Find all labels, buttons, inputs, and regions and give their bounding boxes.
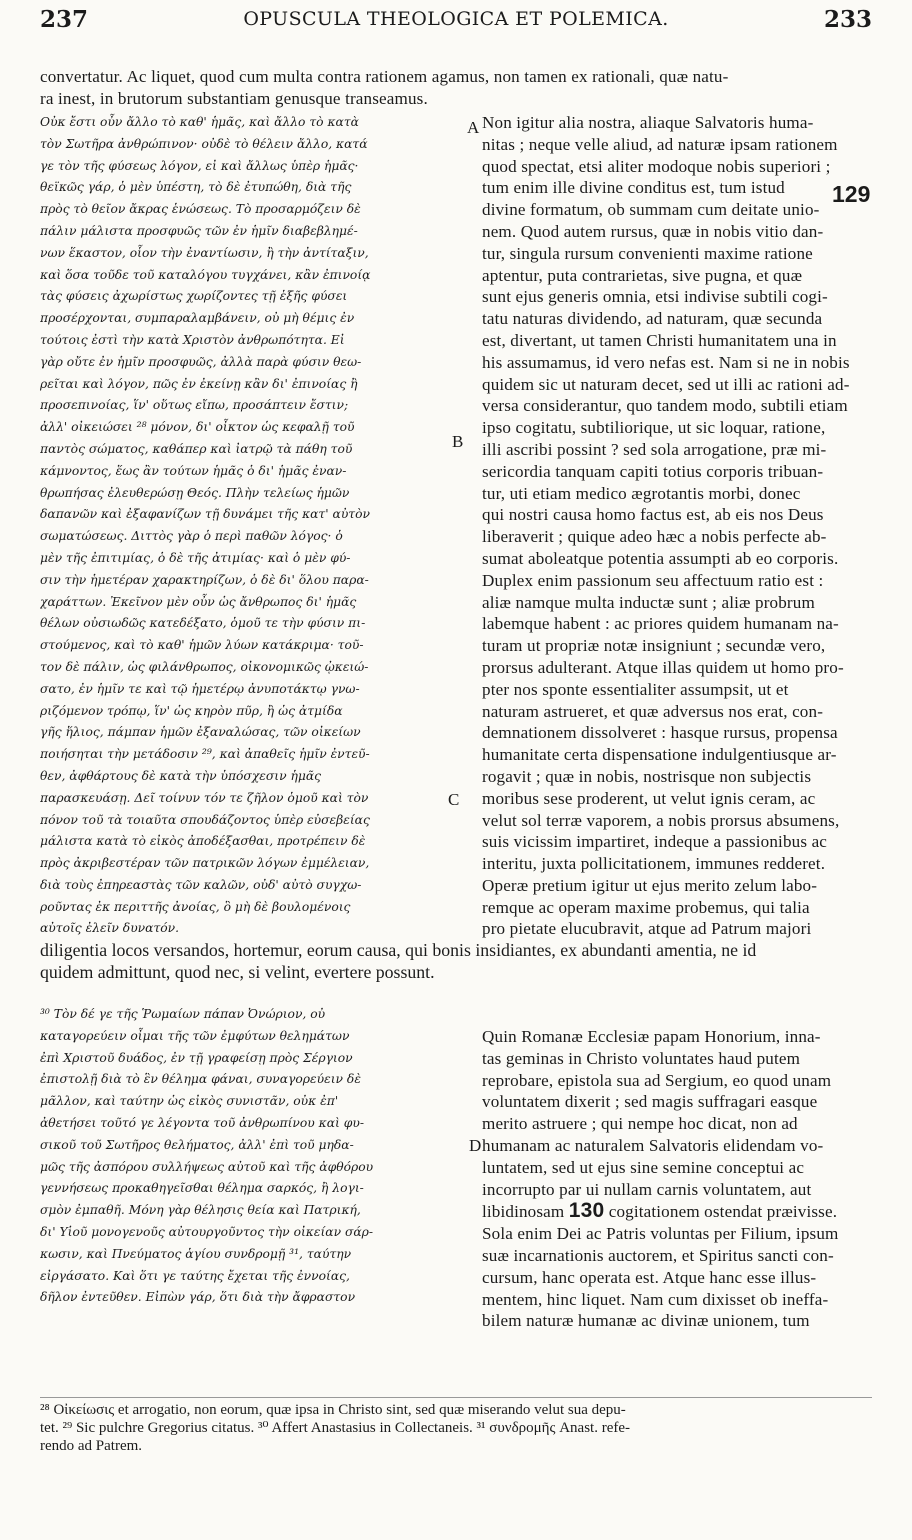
- text-line: πρὸς ἀκριβεστέραν τῶν πατρικῶν λόγων ἐμμέλειαν,: [40, 856, 370, 871]
- text-line: pter nos sponte essentialiter assumpsit, ut et: [482, 679, 789, 699]
- column-number-129: 129: [832, 181, 871, 207]
- text-line: δι' Υἱοῦ μονογενοῦς αὐτουργοῦντος τὴν οἰκείαν σάρ-: [40, 1224, 374, 1239]
- text-line: γεννήσεως προκαθηγεῖσθαι θέλημα σαρκός, ἢ λογι-: [40, 1181, 364, 1196]
- text-line: Οὐκ ἔστι οὖν ἄλλο τὸ καθ' ἡμᾶς, καὶ ἄλλο τὸ κατὰ: [40, 115, 359, 129]
- text-line: ipso cogitatu, subtiliorique, ut sic loquar, ratione,: [482, 418, 826, 438]
- margin-letter-d: D: [469, 1136, 482, 1155]
- text-line: ποιήσηται τὴν μετάδοσιν ²⁹, καὶ ἀπαθεῖς ἡμῖν ἐντεῦ-: [40, 747, 370, 762]
- text-line: nem. Quod autem rursus, quæ in nobis vitio dan-: [482, 221, 824, 241]
- text-line: humanam ac naturalem Salvatoris elidendam vo-: [482, 1135, 824, 1155]
- text-line: παρασκευάσῃ. Δεῖ τοίνυν τόν τε ζῆλον ὁμοῦ καὶ τὸν: [40, 790, 369, 805]
- text-line: τον δὲ πάλιν, ὡς φιλάνθρωπος, οἰκονομικῶς ᾠκειώ-: [40, 659, 369, 674]
- footnote-line: rendo ad Patrem.: [40, 1438, 143, 1454]
- text-line: libidinosam 130 cogitationem ostendat præivisse.: [482, 1200, 838, 1223]
- text-line: θρωπήσας ἐλευθερώσῃ Θεός. Πλὴν τελείως ἡμῶν: [40, 485, 350, 500]
- text-line: πρὸς τὸ θεῖον ἄκρας ἑνώσεως. Τὸ προσαρμόζειν δὲ: [40, 202, 361, 217]
- text-line: προσέρχονται, συμπαραλαμβάνειν, οὐ μὴ θέμις ἐν: [40, 311, 355, 326]
- text-line: liberaverit ; quique adeo hæc a nobis perfecte ab-: [482, 527, 827, 547]
- text-line: merito astruere ; qui nempe hoc dicat, non ad: [482, 1114, 798, 1134]
- text-line: nitas ; neque velle aliud, ad naturæ ipsam rationem: [482, 134, 838, 154]
- page-number-right: 233: [823, 6, 872, 33]
- text-line: Quin Romanæ Ecclesiæ papam Honorium, inna-: [482, 1027, 821, 1046]
- margin-letter-c: C: [448, 790, 460, 809]
- text-line: sunt ejus generis omnia, etsi indivise subtili cogi-: [482, 287, 828, 307]
- text-line: ἐπιστολῇ διὰ τὸ ἓν θέλημα φάναι, συναγορεύειν δὲ: [40, 1072, 361, 1087]
- text-line: bilem naturæ humanæ ac divinæ unionem, tum: [482, 1311, 810, 1331]
- text-line: Sola enim Dei ac Patris voluntas per Filium, ipsum: [482, 1224, 839, 1244]
- text-line: turam ut propriæ notæ insigniunt ; secundæ vero,: [482, 636, 826, 656]
- text-line: ἀλλ' οἰκειώσει ²⁸ μόνον, δι' οἶκτον ὡς κεφαλῇ τοῦ: [40, 420, 355, 435]
- latin-full-width-text: [40, 940, 872, 984]
- text-line: tas geminas in Christo voluntates haud putem: [482, 1048, 801, 1068]
- text-line: voluntatem dixerit ; sed magis suffragari easque: [482, 1092, 818, 1112]
- greek-column-b: [40, 1004, 464, 1309]
- footnote-rule: [40, 1397, 872, 1398]
- text-line: σικοῦ τοῦ Σωτῆρος θελήματος, ἀλλ' ἐπὶ τοῦ μηδα-: [40, 1137, 354, 1152]
- text-line: διὰ τοὺς ἐπηρεαστὰς τῶν καλῶν, οὐδ' αὐτὸ συγχω-: [40, 877, 362, 892]
- text-line: sericordia tanquam capiti totius corporis tribuan-: [482, 461, 824, 481]
- text-line: his assumamus, id vero nefas est. Nam si ne in nobis: [482, 352, 850, 372]
- text-line: tum enim ille divine conditus est, tum istud: [482, 178, 785, 198]
- footnote-line: ²⁸ Οἰκείωσις et arrogatio, non eorum, quæ ipsa in Christo sint, sed quæ miserando velut sua depu-: [40, 1402, 626, 1418]
- text-line: incorrupto par ui nullam carnis voluntatem, aut: [482, 1179, 812, 1199]
- text-line: tur, uti etiam medico ægrotantis morbi, donec: [482, 483, 801, 503]
- text-line: rogavit ; quæ in nobis, nostrisque non subjectis: [482, 766, 812, 786]
- text-line: καὶ ὅσα τοῦδε τοῦ καταλόγου τυγχάνει, κἂν ἐπινοίᾳ: [40, 267, 371, 282]
- text-line: suæ incarnationis auctorem, et Spiritus sancti con-: [482, 1245, 834, 1265]
- text-line: moribus sese proderent, ut velut ignis ceram, ac: [482, 788, 816, 808]
- text-line: demnationem dissolveret : hasque rursus, propensa: [482, 723, 838, 743]
- top-latin-text: [40, 66, 872, 110]
- text-line: suis vicissim impartiret, indeque a passionibus ac: [482, 832, 828, 852]
- text-line: labemque habent : ac priores quidem humanam na-: [482, 614, 839, 634]
- text-line: ἀθετήσει τοῦτό γε λέγοντα τοῦ ἀνθρωπίνου καὶ φυ-: [40, 1115, 365, 1130]
- text-line: εἰργάσατο. Καὶ ὅτι γε ταύτης ἔχεται τῆς ἐννοίας,: [40, 1268, 350, 1283]
- text-line: tur, singula rursum convenienti maxime ratione: [482, 243, 813, 263]
- latin-column-a: [482, 112, 874, 940]
- page-number-left: 237: [40, 6, 89, 33]
- text-line: reprobare, epistola sua ad Sergium, eo quod unam: [482, 1070, 832, 1090]
- footnote-line: tet. ²⁹ Sic pulchre Gregorius citatus. ³⁰ Affert Anastasius in Collectaneis. ³¹ συνδρομῆς Anast. refe-: [40, 1420, 631, 1436]
- text-line: μᾶλλον, καὶ ταύτην ὡς εἰκὸς συνιστᾶν, οὐκ ἐπ': [40, 1094, 339, 1109]
- text-line: mentem, hinc liquet. Nam cum dixisset ob ineffa-: [482, 1289, 829, 1309]
- text-line: γε τὸν τῆς φύσεως λόγον, εἰ καὶ ἄλλως ὑπὲρ ἡμᾶς·: [40, 158, 359, 173]
- text-line: aliæ namque multa inductæ sunt ; aliæ probrum: [482, 592, 815, 612]
- text-line: ἐπὶ Χριστοῦ δυάδος, ἐν τῇ γραφείσῃ πρὸς Σέργιον: [40, 1050, 353, 1065]
- text-line: πόνον τοῦ τὰ τοιαῦτα σπουδάζοντος ὑπὲρ εὐσεβείας: [40, 812, 370, 827]
- text-line: γῆς ἥλιος, πάμπαν ἡμῶν ἐξαναλώσας, τῶν οἰκείων: [40, 725, 361, 740]
- text-line: interitu, juxta pollicitationem, immunes redderet.: [482, 854, 826, 874]
- latin-column-b: [482, 1026, 874, 1332]
- greek-column-a: [40, 112, 464, 940]
- text-line: Non igitur alia nostra, aliaque Salvatoris huma-: [482, 113, 814, 132]
- running-header: [40, 6, 872, 36]
- text-line: χαράττων. Ἐκεῖνον μὲν οὖν ὡς ἄνθρωπος δι' ἡμᾶς: [40, 594, 357, 609]
- text-line: cursum, hanc operata est. Atque hanc esse illus-: [482, 1267, 817, 1287]
- text-line: αὐτοῖς ἐλεῖν δυνατόν.: [40, 921, 180, 936]
- text-line: prorsus adulterant. Atque illas quidem ut homo pro-: [482, 657, 844, 677]
- text-line: quidem admittunt, quod nec, si velint, evertere possunt.: [40, 961, 435, 982]
- text-line: ³⁰ Τὸν δέ γε τῆς Ῥωμαίων πάπαν Ὀνώριον, οὐ: [40, 1007, 326, 1021]
- margin-letter-a: A: [467, 118, 480, 137]
- text-line: Duplex enim passionum seu affectuum ratio est :: [482, 570, 824, 590]
- text-line: naturam astrueret, et quæ adversus nos erat, con-: [482, 701, 824, 721]
- text-line: tatu naturas dividendo, ad naturam, quæ secunda: [482, 309, 823, 329]
- text-line: μῶς τῆς ἀσπόρου συλλήψεως αὐτοῦ καὶ τῆς ἀφθόρου: [40, 1159, 374, 1174]
- text-line: σμὸν ἐμπαθῆ. Μόνη γὰρ θέλησις θεία καὶ Πατρική,: [40, 1203, 361, 1218]
- text-line: remque ac operam maxime probemus, qui talia: [482, 897, 810, 917]
- text-line: μάλιστα κατὰ τὸ εἰκὸς ἀποδέξασθαι, προτρέπειν δὲ: [40, 834, 366, 849]
- text-line: δαπανῶν καὶ ἐξαφανίζων τῇ δυνάμει τῆς κατ' αὐτὸν: [40, 507, 370, 522]
- text-line: aptentur, puta contrarietas, sive pugna, et quæ: [482, 265, 803, 285]
- text-line: sumat aboleatque potentia assumpti ab eo corporis.: [482, 548, 839, 568]
- text-line: divine formatum, ob summam cum deitate unio-: [482, 200, 820, 220]
- text-line: νων ἕκαστον, οἷον τὴν ἐναντίωσιν, ἢ τὴν ἀντίταξιν,: [40, 245, 369, 260]
- text-line: κωσιν, καὶ Πνεύματος ἁγίου συνδρομῇ ³¹, ταύτην: [40, 1246, 352, 1261]
- text-line: pro pietate elucubravit, atque ad Patrum majori: [482, 919, 812, 939]
- text-line: θεϊκῶς γάρ, ὁ μὲν ὑπέστη, τὸ δὲ ἐτυπώθη, διὰ τῆς: [40, 180, 352, 195]
- text-line: κάμνοντος, ἕως ἂν τούτων ἡμᾶς ὁ δι' ἡμᾶς ἐναν-: [40, 463, 347, 478]
- text-line: est, divertant, ut tamen Christi humanitatem una in: [482, 330, 837, 350]
- text-line: ριζόμενον τρόπῳ, ἵν' ὡς κηρὸν πῦρ, ἢ ὡς ἀτμίδα: [40, 703, 343, 718]
- text-line: luntatem, sed ut ejus sine semine conceptui ac: [482, 1157, 805, 1177]
- text-line: ra inest, in brutorum substantiam genusque transeamus.: [40, 88, 428, 108]
- text-line: diligentia locos versandos, hortemur, eorum causa, qui bonis insidiantes, ex abundanti amentia, ne id: [40, 940, 757, 960]
- text-line: θέλων οὐσιωδῶς κατεδέξατο, ὁμοῦ τε τὴν φύσιν πι-: [40, 616, 366, 631]
- text-line: τούτοις ἐστὶ τὴν κατὰ Χριστὸν ἀνθρωπότητα. Εἰ: [40, 332, 345, 347]
- column-number-130: 130: [568, 1200, 605, 1223]
- text-line: σιν τὴν ἡμετέραν χαρακτηρίζων, ὁ δὲ δι' ὅλου παρα-: [40, 572, 369, 587]
- text-line: humanitate certa dispensatione indulgentiusque ar-: [482, 745, 837, 765]
- text-line: σατο, ἐν ἡμῖν τε καὶ τῷ ἡμετέρῳ ἀνυποτάκτῳ γνω-: [40, 681, 360, 696]
- text-line: σωματώσεως. Διττὸς γὰρ ὁ περὶ παθῶν λόγος· ὁ: [40, 529, 343, 544]
- text-line: δῆλον ἐντεῦθεν. Εἰπὼν γάρ, ὅτι διὰ τὴν ἄφραστον: [40, 1290, 356, 1305]
- text-line: προσεπινοίας, ἵν' οὕτως εἴπω, προσάπτειν ἔστιν;: [40, 398, 349, 413]
- text-line: παντὸς σώματος, καθάπερ καὶ ἰατρῷ τὰ πάθη τοῦ: [40, 441, 353, 456]
- text-line: versa considerantur, quo tandem modo, subtili etiam: [482, 396, 848, 416]
- text-line: ρεῖται καὶ λόγον, πῶς ἐν ἐκείνῃ κἂν δι' ἐπινοίας ἢ: [40, 376, 358, 391]
- text-line: τὰς φύσεις ἀχωρίστως χωρίζοντες τῇ ἑξῆς φύσει: [40, 289, 348, 304]
- text-line: τὸν Σωτῆρα ἀνθρώπινον· οὐδὲ τὸ θέλειν ἄλλο, κατά: [40, 136, 368, 151]
- text-line: illi ascribi possint ? sed sola arrogatione, præ mi-: [482, 439, 827, 459]
- text-line: στούμενος, καὶ τὸ καθ' ἡμῶν λύων κατάκριμα· τοῦ-: [40, 638, 364, 653]
- text-line: θεν, ἀφθάρτους δὲ κατὰ τὴν ὑπόσχεσιν ἡμᾶς: [40, 768, 322, 783]
- running-title: OPUSCULA THEOLOGICA ET POLEMICA.: [243, 8, 669, 30]
- margin-letter-b: B: [452, 432, 464, 451]
- text-line: καταγορεύειν οἶμαι τῆς τῶν ἐμφύτων θελημάτων: [40, 1028, 350, 1043]
- footnotes: [40, 1401, 872, 1455]
- text-line: Operæ pretium igitur ut ejus merito zelum labo-: [482, 875, 818, 895]
- text-line: γὰρ οὔτε ἐν ἡμῖν προσφυῶς, ἀλλὰ παρὰ φύσιν θεω-: [40, 354, 362, 369]
- text-line: convertatur. Ac liquet, quod cum multa contra rationem agamus, non tamen ex rationali, quæ natu-: [40, 67, 729, 86]
- text-line: quidem sic ut naturam decet, sed ut illi ac rationi ad-: [482, 374, 850, 394]
- text-line: quod spectat, etsi aliter modoque nobis superiori ;: [482, 156, 831, 176]
- text-line: πάλιν μάλιστα προσφυῶς τῶν ἐν ἡμῖν διαβεβλημέ-: [40, 223, 358, 238]
- text-line: velut sol terræ vaporem, a nobis prorsus absumens,: [482, 810, 840, 830]
- text-line: ροῦντας ἐκ περιττῆς ἀνοίας, ὃ μὴ δὲ βουλομένοις: [40, 899, 351, 914]
- text-line: qui nostri causa homo factus est, ab eis nos Deus: [482, 505, 824, 525]
- text-line: μὲν τῆς ἐπιτιμίας, ὁ δὲ τῆς ἀτιμίας· καὶ ὁ μὲν φύ-: [40, 550, 351, 565]
